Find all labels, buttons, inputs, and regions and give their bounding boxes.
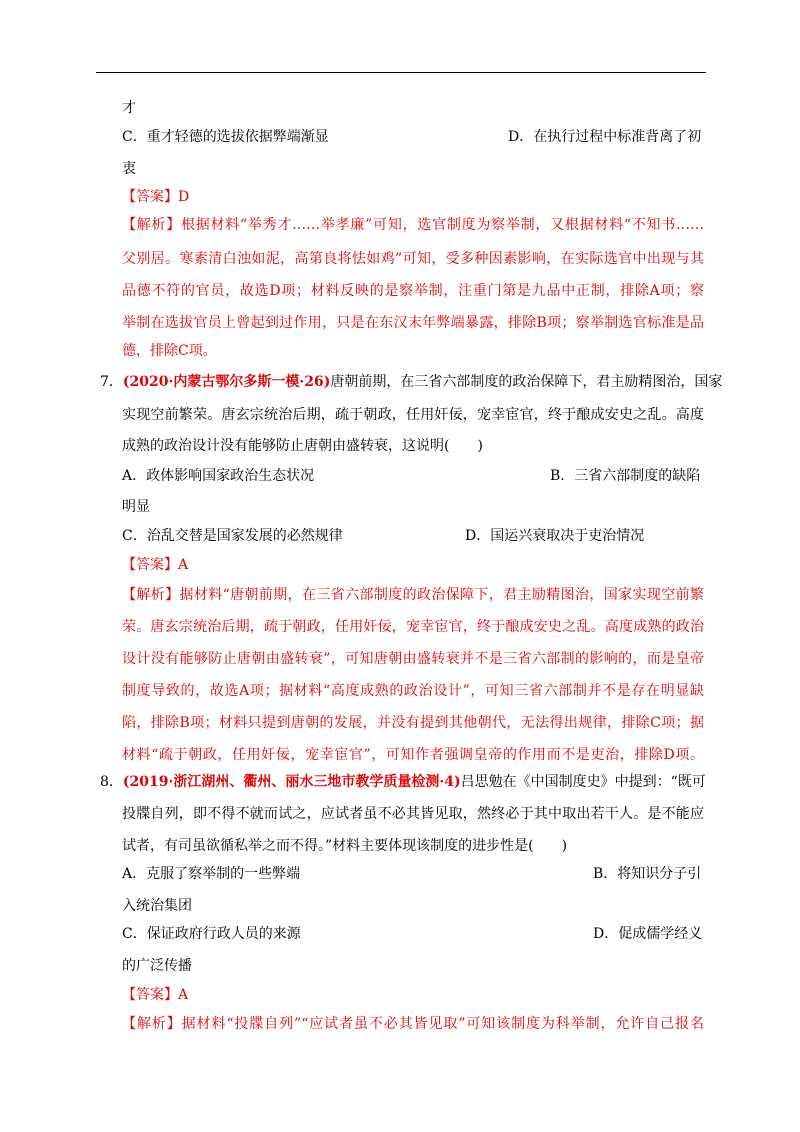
q8-option-d-wrap: 的广泛传播 bbox=[122, 958, 192, 974]
q7-analysis-line: 设计没有能够防止唐朝由盛转衰”，可知唐朝由盛转衰并不是三省六部制的影响的，而是皇帝 bbox=[122, 651, 704, 667]
q7-stem-line: 唐朝前期，在三省六部制度的政治保障下，君主励精图治，国家 bbox=[330, 374, 723, 390]
q8-option-a: A．克服了察举制的一些弊端 bbox=[122, 866, 301, 882]
q7-option-c: C．治乱交替是国家发展的必然规律 bbox=[122, 528, 343, 544]
q6-option-d: D．在执行过程中标准背离了初 bbox=[508, 129, 702, 145]
q6-analysis-line: 德，排除C项。 bbox=[122, 343, 217, 359]
q8-source: (2019·浙江湖州、衢州、丽水三地市教学质量检测·4) bbox=[122, 774, 461, 790]
q8-option-b-wrap: 入统治集团 bbox=[122, 898, 192, 914]
q8-option-c: C．保证政府行政人员的来源 bbox=[122, 926, 301, 942]
q7-option-a: A．政体影响国家政治生态状况 bbox=[122, 468, 315, 484]
q8-stem-line: 吕思勉在《中国制度史》中提到：“既可 bbox=[460, 774, 706, 790]
q7-option-d: D．国运兴衰取决于吏治情况 bbox=[465, 528, 645, 544]
q8-stem-line: 投牒自列，即不得不就而试之，应试者虽不必其皆见取，然终必于其中取出若干人。是不能应 bbox=[122, 806, 704, 822]
q8-option-b: B．将知识分子引 bbox=[593, 866, 702, 882]
q6-analysis-line: 父别居。寒素清白浊如泥，高第良将怯如鸡”可知，受多种因素影响，在实际选官中出现与其 bbox=[122, 251, 704, 267]
q8-number bbox=[100, 772, 706, 792]
q7-source: (2020·内蒙古鄂尔多斯一模·26) bbox=[122, 374, 331, 390]
q8-option-d: D．促成儒学经义 bbox=[593, 926, 703, 942]
q8-number-label: 8． bbox=[100, 774, 123, 790]
q7-analysis-line: 荣。唐玄宗统治后期，疏于朝政，任用奸佞，宠幸宦官，终于酿成安史之乱。高度成熟的政治 bbox=[122, 619, 704, 635]
q6-answer: 【答案】D bbox=[122, 189, 190, 205]
q6-option-d-wrap: 衷 bbox=[122, 161, 136, 177]
q8-stem-line: 试者，有司虽欲循私举之而不得。”材料主要体现该制度的进步性是( ) bbox=[122, 838, 568, 854]
header-rule bbox=[96, 72, 706, 73]
q6-analysis-line: 【解析】根据材料“举秀才……举孝廉”可知，选官制度为察举制，又根据材料“不知书…… bbox=[122, 217, 704, 233]
q7-answer: 【答案】A bbox=[122, 557, 189, 573]
q8-answer: 【答案】A bbox=[122, 987, 189, 1003]
q7-number bbox=[100, 372, 722, 392]
q6-option-b-wrap: 才 bbox=[122, 100, 136, 116]
q8-analysis-line: 【解析】据材料“投牒自列”“应试者虽不必其皆见取”可知该制度为科举制，允许自己报名 bbox=[122, 1016, 704, 1032]
q7-analysis-line: 【解析】据材料“唐朝前期，在三省六部制度的政治保障下，君主励精图治，国家实现空前繁 bbox=[122, 587, 704, 603]
q6-option-c: C．重才轻德的选拔依据弊端渐显 bbox=[122, 129, 329, 145]
q6-analysis-line: 品德不符的官员，故选D项；材料反映的是察举制，注重门第是九品中正制，排除A项；察 bbox=[122, 283, 704, 299]
q6-analysis-line: 举制在选拔官员上曾起到过作用，只是在东汉末年弊端暴露，排除B项；察举制选官标准是品 bbox=[122, 315, 704, 331]
q7-analysis-line: 材料“疏于朝政，任用奸佞，宠幸宦官”，可知作者强调皇帝的作用而不是吏治，排除D项。 bbox=[122, 747, 704, 763]
q7-option-b: B．三省六部制度的缺陷 bbox=[550, 468, 701, 484]
q7-stem-line: 成熟的政治设计没有能够防止唐朝由盛转衰，这说明( ) bbox=[122, 438, 483, 454]
q7-analysis-line: 陷，排除B项；材料只提到唐朝的发展，并没有提到其他朝代，无法得出规律，排除C项；据 bbox=[122, 715, 704, 731]
q7-stem-line: 实现空前繁荣。唐玄宗统治后期，疏于朝政，任用奸佞，宠幸宦官，终于酿成安史之乱。高度 bbox=[122, 407, 704, 423]
q7-number-label: 7． bbox=[100, 374, 123, 390]
q7-analysis-line: 制度导致的，故选A项；据材料“高度成熟的政治设计”，可知三省六部制并不是存在明显缺 bbox=[122, 683, 704, 699]
q7-option-b-wrap: 明显 bbox=[122, 499, 150, 515]
